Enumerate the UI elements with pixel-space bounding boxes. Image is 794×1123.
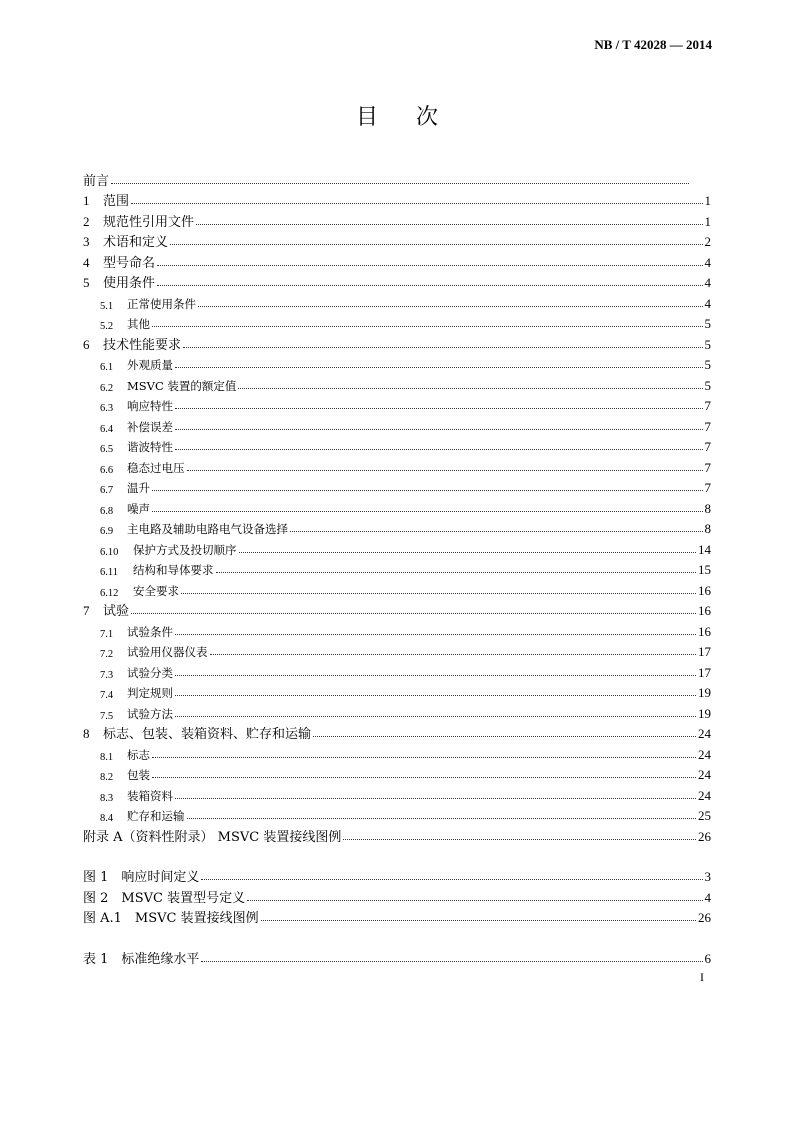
page-title: 目次 xyxy=(355,105,476,130)
toc-entry-title: 前言 xyxy=(83,173,110,189)
toc-dot-leader xyxy=(152,326,703,327)
toc-entry[interactable] xyxy=(83,906,711,927)
toc-entry[interactable] xyxy=(83,332,711,353)
toc-entry-page: 19 xyxy=(698,685,711,700)
toc-entry[interactable] xyxy=(83,783,711,804)
toc-entry-page: 3 xyxy=(704,869,711,884)
toc-entry-number: 7.3 xyxy=(100,669,114,681)
toc-entry-page: 4 xyxy=(704,295,711,311)
toc-entry-number: 6.5 xyxy=(100,444,114,455)
toc-entry-title: 图 2 MSVC 装置型号定义 xyxy=(83,890,246,906)
toc-entry[interactable] xyxy=(83,578,711,599)
toc-entry-page: 6 xyxy=(704,950,711,966)
toc-entry[interactable] xyxy=(83,271,711,292)
toc-entry-number: 6.11 xyxy=(100,567,118,578)
toc-dot-leader xyxy=(152,757,696,758)
toc-entry[interactable] xyxy=(83,742,711,763)
standard-code: NB / T 42028 — 2014 xyxy=(594,37,712,52)
toc-entry[interactable] xyxy=(83,537,711,558)
toc-dot-leader xyxy=(111,183,689,184)
toc-entry-page: 1 xyxy=(704,213,711,229)
toc-entry[interactable] xyxy=(83,168,711,189)
toc-entry[interactable] xyxy=(83,681,711,702)
toc-entry-title: 使用条件 xyxy=(103,276,156,291)
toc-entry-title: MSVC 装置的额定值 xyxy=(127,378,237,393)
toc-dot-leader xyxy=(175,634,696,635)
toc-entry-number: 8.2 xyxy=(100,772,114,783)
toc-entry-page: 7 xyxy=(704,398,711,413)
toc-entry-title: 主电路及辅助电路电气设备选择 xyxy=(127,522,288,536)
toc-entry[interactable] xyxy=(83,230,711,251)
toc-entry-title: 附录 A（资料性附录） MSVC 装置接线图例 xyxy=(83,829,342,845)
toc-entry-title: 装箱资料 xyxy=(127,788,173,803)
toc-entry[interactable] xyxy=(83,865,711,886)
toc-entry-number: 6.7 xyxy=(100,485,114,496)
toc-entry-number: 2 xyxy=(83,213,90,229)
toc-dot-leader xyxy=(175,716,696,717)
toc-entry-page: 24 xyxy=(698,787,711,803)
toc-dot-leader xyxy=(170,244,702,245)
toc-entry-title: 型号命名 xyxy=(103,255,156,271)
toc-entry[interactable] xyxy=(83,476,711,497)
toc-entry-page: 8 xyxy=(704,521,711,536)
toc-entry-number: 4 xyxy=(83,254,90,270)
toc-entry-page: 15 xyxy=(698,562,711,577)
toc-entry-number: 8.4 xyxy=(100,813,114,824)
toc-dot-leader xyxy=(187,818,697,819)
toc-entry[interactable] xyxy=(83,394,711,415)
toc-dot-leader xyxy=(187,470,703,471)
toc-entry-number: 6.3 xyxy=(100,403,114,414)
toc-entry[interactable] xyxy=(83,701,711,722)
toc-entry-page: 7 xyxy=(704,418,711,434)
toc-entry[interactable] xyxy=(83,312,711,333)
toc-entry-number: 7.1 xyxy=(100,628,114,640)
toc-entry[interactable] xyxy=(83,599,711,620)
toc-entry-number: 1 xyxy=(83,193,90,208)
toc-entry-page: 4 xyxy=(704,275,711,290)
toc-dot-leader xyxy=(343,839,696,840)
toc-entry-title: 包装 xyxy=(127,768,150,782)
toc-dot-leader xyxy=(261,920,696,921)
toc-entry-title: 响应特性 xyxy=(127,399,173,413)
toc-entry-title: 图 A.1 MSVC 装置接线图例 xyxy=(83,911,259,926)
toc-entry-title: 试验用仪器仪表 xyxy=(127,645,208,659)
toc-entry-page: 5 xyxy=(704,357,711,372)
toc-dot-leader xyxy=(157,265,702,266)
toc-entry[interactable] xyxy=(83,558,711,579)
toc-dot-leader xyxy=(183,347,702,348)
toc-entry[interactable] xyxy=(83,619,711,640)
toc-entry-title: 正常使用条件 xyxy=(127,296,196,311)
toc-dot-leader xyxy=(175,367,703,368)
toc-entry[interactable] xyxy=(83,804,711,825)
toc-dot-leader xyxy=(152,490,703,491)
toc-entry[interactable] xyxy=(83,189,711,210)
toc-entry-title: 保护方式及投切顺序 xyxy=(133,542,237,557)
toc-entry-title: 范围 xyxy=(103,194,130,209)
toc-entry-title: 安全要求 xyxy=(133,583,179,598)
toc-main xyxy=(83,168,711,845)
toc-dot-leader xyxy=(175,695,696,696)
toc-entry-page: 4 xyxy=(704,889,711,905)
toc-entry-page: 16 xyxy=(698,582,711,598)
toc-entry[interactable] xyxy=(83,250,711,271)
toc-entry[interactable] xyxy=(83,660,711,681)
toc-entry-title: 图 1 响应时间定义 xyxy=(83,870,200,885)
toc-entry-number: 7 xyxy=(83,603,90,618)
table-of-contents xyxy=(83,168,711,967)
toc-entry-page: 17 xyxy=(698,664,711,680)
toc-dot-leader xyxy=(175,798,696,799)
toc-entry-title: 试验 xyxy=(103,604,130,619)
toc-entry-number: 6.12 xyxy=(100,587,119,599)
toc-entry[interactable] xyxy=(83,435,711,456)
toc-entry-page: 4 xyxy=(704,254,711,270)
toc-entry-number: 7.4 xyxy=(100,690,114,701)
toc-entry-title: 试验条件 xyxy=(127,624,173,639)
toc-entry-page: 5 xyxy=(704,377,711,393)
toc-entry-number: 6.2 xyxy=(100,382,114,394)
toc-dot-leader xyxy=(247,900,702,901)
toc-entry-title: 术语和定义 xyxy=(103,235,169,250)
toc-entry-page: 7 xyxy=(704,439,711,454)
toc-entry-title: 试验分类 xyxy=(127,665,173,680)
toc-entry-page: 5 xyxy=(704,316,711,331)
toc-entry-page: 1 xyxy=(704,193,711,208)
toc-dot-leader xyxy=(181,593,696,594)
toc-entry-number: 6.6 xyxy=(100,464,114,476)
toc-entry-title: 判定规则 xyxy=(127,686,173,700)
toc-entry-title: 试验方法 xyxy=(127,706,173,721)
toc-entry-title: 规范性引用文件 xyxy=(103,214,195,230)
toc-dot-leader xyxy=(131,613,696,614)
toc-dot-leader xyxy=(239,552,697,553)
toc-entry-title: 外观质量 xyxy=(127,358,173,372)
toc-dot-leader xyxy=(175,449,703,450)
toc-entry-number: 8 xyxy=(83,726,90,741)
toc-entry[interactable] xyxy=(83,291,711,312)
toc-entry-title: 贮存和运输 xyxy=(127,809,185,823)
toc-entry-title: 温升 xyxy=(127,481,150,495)
toc-entry-number: 6.9 xyxy=(100,526,114,537)
toc-entry-title: 标志、包装、装箱资料、贮存和运输 xyxy=(103,727,312,742)
toc-dot-leader xyxy=(175,408,703,409)
toc-entry[interactable] xyxy=(83,414,711,435)
toc-entry-number: 5 xyxy=(83,275,90,290)
toc-entry-number: 5.1 xyxy=(100,300,114,312)
toc-entry-page: 7 xyxy=(704,459,711,475)
toc-dot-leader xyxy=(201,879,702,880)
toc-dot-leader xyxy=(157,285,702,286)
toc-entry-title: 结构和导体要求 xyxy=(133,563,214,577)
toc-entry-page: 5 xyxy=(704,336,711,352)
toc-entry-title: 补偿误差 xyxy=(127,419,173,434)
toc-entry-page: 8 xyxy=(704,500,711,516)
toc-entry-page: 26 xyxy=(698,910,711,925)
toc-dot-leader xyxy=(238,388,702,389)
toc-entry-page: 26 xyxy=(698,828,711,844)
toc-entry-number: 6.10 xyxy=(100,546,119,558)
toc-entry-number: 7.2 xyxy=(100,649,114,660)
toc-dot-leader xyxy=(175,429,703,430)
toc-dot-leader xyxy=(290,531,703,532)
toc-entry[interactable] xyxy=(83,209,711,230)
toc-entry-page: 17 xyxy=(698,644,711,659)
toc-entry[interactable] xyxy=(83,885,711,906)
toc-entry-page: 24 xyxy=(698,767,711,782)
toc-entry[interactable] xyxy=(83,946,711,967)
toc-entry-title: 技术性能要求 xyxy=(103,337,182,353)
toc-entry-number: 6.4 xyxy=(100,423,114,435)
toc-entry[interactable] xyxy=(83,373,711,394)
toc-dot-leader xyxy=(201,961,702,962)
toc-entry-number: 7.5 xyxy=(100,710,114,722)
toc-entry-page: 7 xyxy=(704,480,711,495)
toc-entry-number: 8.1 xyxy=(100,751,114,763)
toc-entry-page: 2 xyxy=(704,234,711,249)
toc-entry-page: 24 xyxy=(698,746,711,762)
toc-entry[interactable] xyxy=(83,353,711,374)
toc-dot-leader xyxy=(152,777,696,778)
toc-entry[interactable] xyxy=(83,640,711,661)
toc-entry[interactable] xyxy=(83,496,711,517)
toc-dot-leader xyxy=(198,306,703,307)
toc-dot-leader xyxy=(313,736,696,737)
toc-entry-title: 表 1 标准绝缘水平 xyxy=(83,951,200,967)
toc-entry-page: 19 xyxy=(698,705,711,721)
toc-entry-title: 稳态过电压 xyxy=(127,460,185,475)
toc-dot-leader xyxy=(196,224,702,225)
toc-entry-title: 其他 xyxy=(127,317,150,331)
toc-entry-title: 噪声 xyxy=(127,501,150,516)
toc-entry-number: 5.2 xyxy=(100,321,114,332)
toc-dot-leader xyxy=(175,675,696,676)
toc-entry-number: 6.1 xyxy=(100,362,114,373)
toc-entry-title: 谐波特性 xyxy=(127,440,173,454)
toc-entry-page: 25 xyxy=(698,808,711,823)
toc-tables xyxy=(83,946,711,967)
toc-entry-page: 24 xyxy=(698,726,711,741)
toc-entry-page: 16 xyxy=(698,623,711,639)
toc-entry[interactable] xyxy=(83,455,711,476)
toc-dot-leader xyxy=(152,511,703,512)
toc-entry-number: 3 xyxy=(83,234,90,249)
page-folio: I xyxy=(700,970,704,984)
toc-entry-page: 14 xyxy=(698,541,711,557)
toc-entry-number: 6 xyxy=(83,336,90,352)
toc-entry-number: 6.8 xyxy=(100,505,114,517)
toc-dot-leader xyxy=(216,572,697,573)
toc-figures xyxy=(83,865,711,927)
toc-entry[interactable] xyxy=(83,824,711,845)
toc-entry-page: 16 xyxy=(698,603,711,618)
toc-entry[interactable] xyxy=(83,517,711,538)
toc-entry[interactable] xyxy=(83,722,711,743)
toc-entry[interactable] xyxy=(83,763,711,784)
toc-dot-leader xyxy=(210,654,697,655)
toc-entry-number: 8.3 xyxy=(100,792,114,804)
toc-dot-leader xyxy=(131,203,702,204)
toc-entry-title: 标志 xyxy=(127,747,150,762)
